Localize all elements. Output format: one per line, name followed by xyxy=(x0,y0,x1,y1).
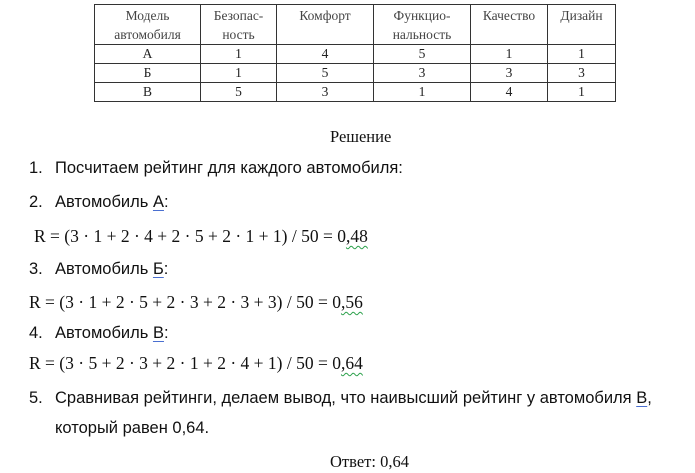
step-text: Автомобиль xyxy=(55,260,153,278)
table-cell: 3 xyxy=(277,83,374,102)
formula-result: ,48 xyxy=(345,226,368,246)
car-label: В xyxy=(152,324,164,342)
step-5 xyxy=(29,387,652,409)
formula-text: R = (3 · 1 + 2 · 5 + 2 · 3 + 2 · 3 + 3) / 50 = 0 xyxy=(29,292,341,312)
header-safety xyxy=(201,5,277,45)
table-cell: 5 xyxy=(201,83,277,102)
table-cell: 1 xyxy=(471,45,548,64)
header-line: Функцио- xyxy=(393,8,451,23)
table-cell: 1 xyxy=(201,64,277,83)
step-number: 3. xyxy=(29,260,43,278)
table-cell: 1 xyxy=(548,45,616,64)
table-cell: 5 xyxy=(374,45,471,64)
step-text-suffix: , xyxy=(647,389,652,407)
formula-a xyxy=(34,225,368,247)
table-row xyxy=(95,45,616,64)
table-cell: 1 xyxy=(548,83,616,102)
solution-title: Решение xyxy=(330,127,392,146)
step-1 xyxy=(29,157,403,179)
car-label: Б xyxy=(152,260,164,278)
formula-result: ,56 xyxy=(340,292,363,312)
table-header-row xyxy=(95,5,616,45)
table-cell: А xyxy=(95,45,201,64)
step-3 xyxy=(29,258,168,280)
header-functionality xyxy=(374,5,471,45)
car-label: А xyxy=(152,193,164,211)
step-text-suffix: : xyxy=(163,324,169,342)
step-number: 2. xyxy=(29,193,43,211)
header-comfort xyxy=(277,5,374,45)
table-cell: 4 xyxy=(277,45,374,64)
step-text: Автомобиль xyxy=(55,193,153,211)
header-design xyxy=(548,5,616,45)
step-text-suffix: : xyxy=(163,193,169,211)
step-text-suffix: : xyxy=(163,260,169,278)
table-cell: 3 xyxy=(471,64,548,83)
step-4 xyxy=(29,322,169,344)
header-car-model xyxy=(95,5,201,45)
formula-b xyxy=(29,291,363,313)
header-line: Комфорт xyxy=(299,8,351,23)
table-cell: 3 xyxy=(548,64,616,83)
table-cell: 3 xyxy=(374,64,471,83)
header-line: Дизайн xyxy=(560,8,603,23)
ratings-table xyxy=(94,4,616,102)
table-cell: 4 xyxy=(471,83,548,102)
formula-text: R = (3 · 1 + 2 · 4 + 2 · 5 + 2 · 1 + 1) / 50 = 0 xyxy=(34,226,346,246)
header-line: Модель xyxy=(125,8,170,23)
table-cell: Б xyxy=(95,64,201,83)
step-number: 1. xyxy=(29,159,43,177)
step-text: Сравнивая рейтинги, делаем вывод, что наивысший рейтинг у автомобиля xyxy=(55,389,637,407)
table-row xyxy=(95,64,616,83)
step-text: Посчитаем рейтинг для каждого автомобиля: xyxy=(55,159,403,177)
step-2 xyxy=(29,191,169,213)
header-line: нальность xyxy=(392,27,452,42)
header-line: ность xyxy=(222,27,255,42)
table-cell: 1 xyxy=(374,83,471,102)
table-row xyxy=(95,83,616,102)
car-label: В xyxy=(636,389,648,407)
table-cell: 5 xyxy=(277,64,374,83)
step-5-continuation: который равен 0,64. xyxy=(55,419,210,437)
header-line: автомобиля xyxy=(114,27,181,42)
formula-text: R = (3 · 5 + 2 · 3 + 2 · 1 + 2 · 4 + 1) / 50 = 0 xyxy=(29,353,341,373)
step-text: Автомобиль xyxy=(55,324,153,342)
header-line: Качество xyxy=(482,8,536,23)
step-number: 4. xyxy=(29,324,43,342)
header-quality xyxy=(471,5,548,45)
header-line: Безопас- xyxy=(213,8,264,23)
answer: Ответ: 0,64 xyxy=(330,452,409,471)
step-number: 5. xyxy=(29,389,43,407)
formula-c xyxy=(29,352,363,374)
table-cell: 1 xyxy=(201,45,277,64)
table-cell: В xyxy=(95,83,201,102)
formula-result: ,64 xyxy=(340,353,363,373)
